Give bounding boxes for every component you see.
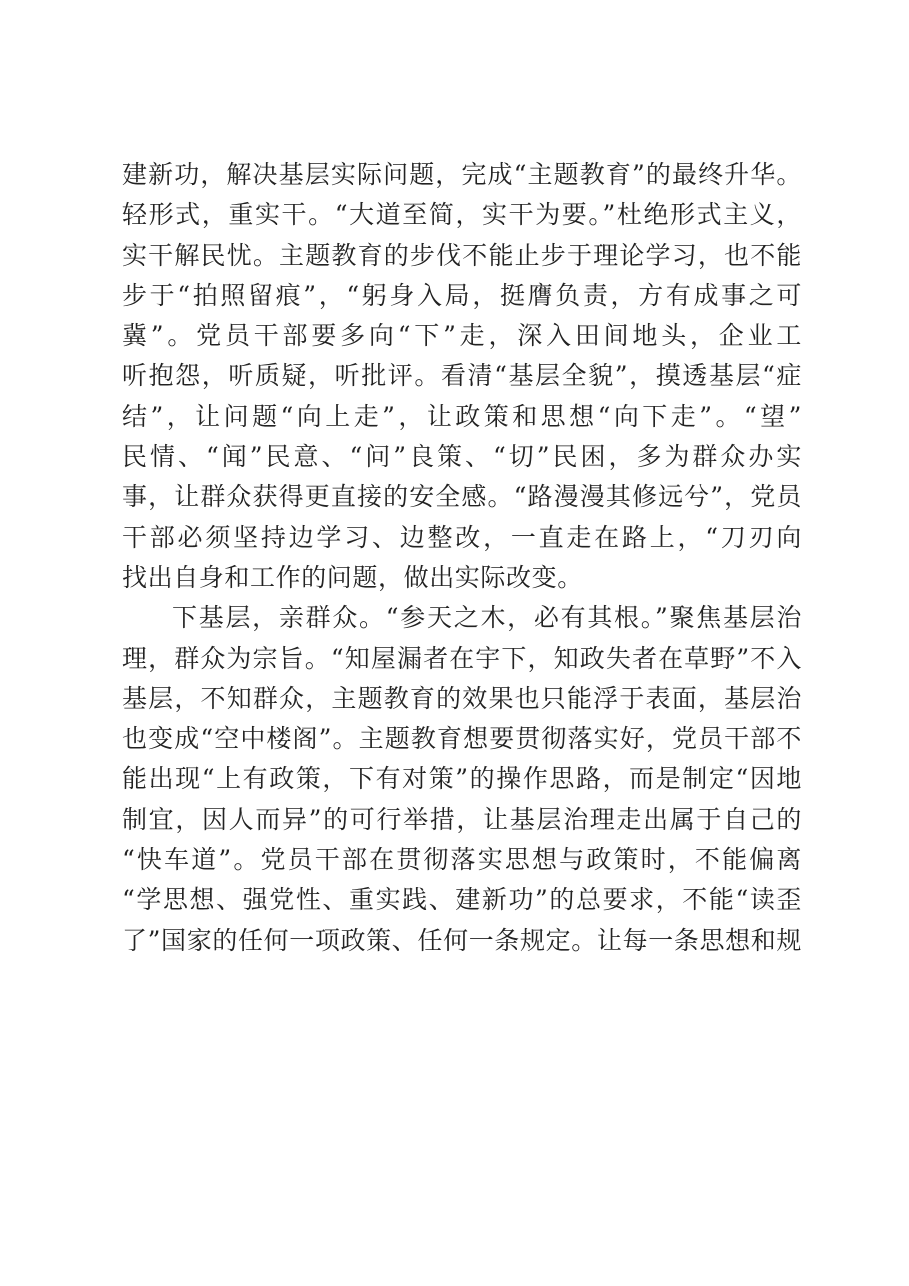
text-line: 事，让群众获得更直接的安全感。“路漫漫其修远兮”，党员 [122,482,802,512]
text-line: 干部必须坚持边学习、边整改，一直走在路上，“刀刃向 [122,522,802,552]
text-line: 能出现“上有政策，下有对策”的操作思路，而是制定“因地 [122,764,802,794]
text-line: 实干解民忧。主题教育的步伐不能止步于理论学习，也不能 [122,240,802,270]
text-line: “快车道”。党员干部在贯彻落实思想与政策时，不能偏离 [122,845,802,875]
body-text [122,155,802,961]
text-line: 制宜，因人而异”的可行举措，让基层治理走出属于自己的 [122,804,802,834]
text-line: 也变成“空中楼阁”。主题教育想要贯彻落实好，党员干部不 [122,724,802,754]
text-line: 找出自身和工作的问题，做出实际改变。 [122,562,583,592]
paragraph-first-line: 下基层，亲群众。“参天之木，必有其根。”聚焦基层治 [172,603,802,633]
text-line: 步于“拍照留痕”，“躬身入局，挺膺负责，方有成事之可 [122,280,802,310]
text-line: 听抱怨，听质疑，听批评。看清“基层全貌”，摸透基层“症 [122,361,802,391]
text-line: 结”，让问题“向上走”，让政策和思想“向下走”。“望” [122,401,802,431]
text-line: 基层，不知群众，主题教育的效果也只能浮于表面，基层治 [122,683,802,713]
text-line: 民情、“闻”民意、“问”良策、“切”民困，多为群众办实 [122,442,802,472]
text-line: 建新功，解决基层实际问题，完成“主题教育”的最终升华。 [122,160,802,189]
text-line: 轻形式，重实干。“大道至简，实干为要。”杜绝形式主义， [122,200,802,230]
text-line: 理，群众为宗旨。“知屋漏者在宇下，知政失者在草野”不入 [122,643,802,673]
text-line: 冀”。党员干部要多向“下”走，深入田间地头，企业工 [122,321,802,351]
text-line: “学思想、强党性、重实践、建新功”的总要求，不能“读歪 [122,885,802,915]
text-line: 了”国家的任何一项政策、任何一条规定。让每一条思想和规 [122,925,802,955]
